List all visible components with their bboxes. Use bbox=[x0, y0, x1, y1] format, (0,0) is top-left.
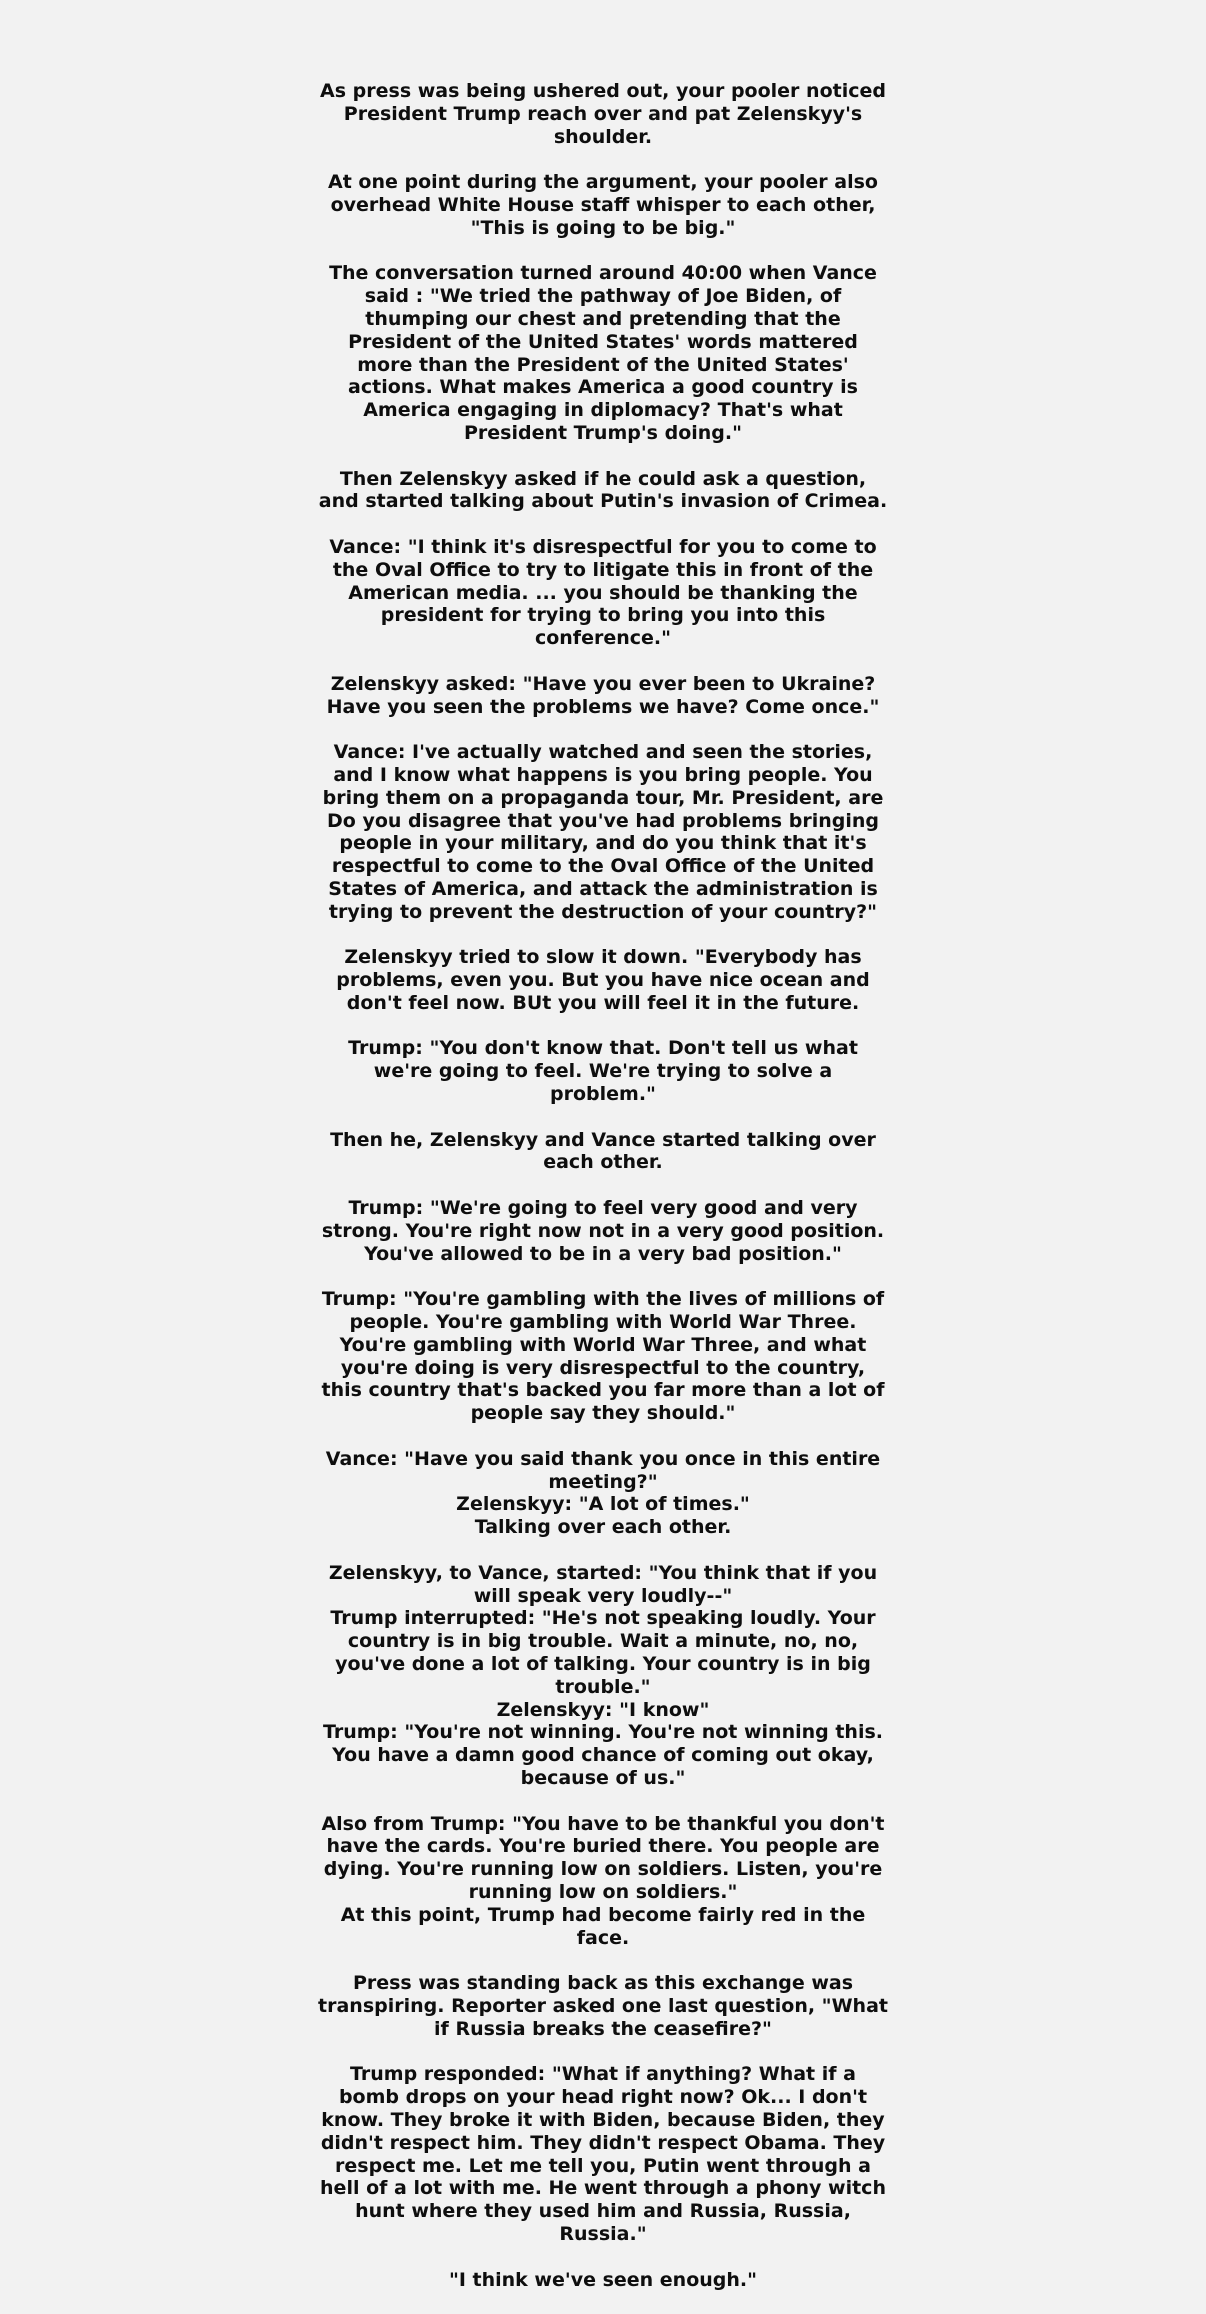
paragraph-reporter-question bbox=[318, 1972, 888, 2040]
text-line: Zelenskyy: "A lot of times." bbox=[456, 1493, 750, 1516]
paragraph-press-ushered bbox=[318, 80, 888, 148]
paragraph-talking-over bbox=[318, 1129, 888, 1175]
text-line: Trump interrupted: "He's not speaking loudly. Your country is in big trouble. Wait a minute, no, no, you've done a lot of talking. Your country is in big trouble." bbox=[330, 1607, 876, 1698]
text-line: The conversation turned around 40:00 when Vance said : "We tried the pathway of Joe Biden, of thumping our chest and pretending that the President of the United States' words mattered more than the President of the United States' actions. What makes America a good country is America engaging in diplomacy? That's what President Trump's doing." bbox=[329, 262, 877, 444]
text-line: As press was being ushered out, your pooler noticed President Trump reach over and pat Zelenskyy's shoulder. bbox=[320, 80, 886, 148]
text-line: Trump: "You don't know that. Don't tell us what we're going to feel. We're trying to solve a problem." bbox=[348, 1037, 858, 1106]
paragraph-trump-strong bbox=[318, 1197, 888, 1265]
paragraph-vance-disrespectful bbox=[318, 536, 888, 650]
paragraph-trump-responded bbox=[318, 2063, 888, 2245]
text-line: At this point, Trump had become fairly red in the face. bbox=[340, 1903, 866, 1949]
text-line: Zelenskyy: "I know" bbox=[496, 1698, 710, 1721]
text-line: Trump responded: "What if anything? What if a bomb drops on your head right now? Ok... I don't know. They broke it with Biden, because Biden, they didn't respect him. They didn't respect Obama. They respect me. Let me tell you, Putin went through a hell of a lot with me. He went through a phony witch hunt where they used him and Russia, Russia, Russia." bbox=[320, 2063, 886, 2245]
paragraph-zelenskyy-question bbox=[318, 468, 888, 514]
paragraph-staff-whisper bbox=[318, 171, 888, 239]
text-line: "I think we've seen enough." bbox=[448, 2268, 758, 2291]
paragraph-seen-enough bbox=[318, 2269, 888, 2292]
text-line: Vance: "Have you said thank you once in this entire meeting?" bbox=[325, 1447, 881, 1493]
text-line: Zelenskyy asked: "Have you ever been to Ukraine? Have you seen the problems we have? Come once." bbox=[326, 672, 880, 718]
text-line: At one point during the argument, your pooler also overhead White House staff whisper to each other, "This is going to be big." bbox=[328, 171, 878, 239]
article-body bbox=[318, 80, 888, 2314]
paragraph-trump-cards bbox=[318, 1813, 888, 1950]
paragraph-zelenskyy-slow-down bbox=[318, 946, 888, 1014]
text-line: Also from Trump: "You have to be thankful you don't have the cards. You're buried there. You people are dying. You're running low on soldiers. Listen, you're running low on soldiers." bbox=[321, 1812, 885, 1903]
text-line: Zelenskyy, to Vance, started: "You think that if you will speak very loudly--" bbox=[328, 1561, 878, 1607]
text-line: Trump: "You're gambling with the lives of millions of people. You're gambling with World War Three. You're gambling with World War Three, and what you're doing is very disrespectful to the country, this country that's backed you far more than a lot of people say they should." bbox=[321, 1288, 885, 1425]
text-line: Vance: I've actually watched and seen the stories, and I know what happens is you bring people. You bring them on a propaganda tour, Mr. President, are Do you disagree that you've had problems bringing people in your military, and do you think that it's respectful to come to the Oval Office of the United States of America, and attack the administration is trying to prevent the destruction of your country?" bbox=[322, 741, 884, 923]
paragraph-vance-propaganda bbox=[318, 741, 888, 923]
text-line: Press was standing back as this exchange was transpiring. Reporter asked one last question, "What if Russia breaks the ceasefire?" bbox=[318, 1972, 888, 2040]
paragraph-trump-gambling bbox=[318, 1288, 888, 1425]
paragraph-vance-diplomacy bbox=[318, 262, 888, 444]
text-line: Then he, Zelenskyy and Vance started talking over each other. bbox=[330, 1128, 876, 1174]
text-line: Trump: "We're going to feel very good and very strong. You're right now not in a very good position. You've allowed to be in a very bad position." bbox=[321, 1197, 885, 1265]
text-line: Zelenskyy tried to slow it down. "Everybody has problems, even you. But you have nice ocean and don't feel now. BUt you will feel it in the future. bbox=[336, 946, 870, 1014]
text-line: Talking over each other. bbox=[474, 1516, 732, 1539]
paragraph-speak-loudly bbox=[318, 1562, 888, 1790]
paragraph-vance-thank-you bbox=[318, 1448, 888, 1539]
text-line: Then Zelenskyy asked if he could ask a question, and started talking about Putin's invasion of Crimea. bbox=[318, 467, 888, 513]
paragraph-zelenskyy-ukraine bbox=[318, 673, 888, 719]
text-line: Trump: "You're not winning. You're not winning this. You have a damn good chance of coming out okay, because of us." bbox=[322, 1721, 883, 1789]
paragraph-trump-dont-know bbox=[318, 1037, 888, 1105]
text-line: Vance: "I think it's disrespectful for you to come to the Oval Office to try to litigate this in front of the American media. ... you should be thanking the president for trying to bring you into this conference." bbox=[329, 535, 877, 650]
